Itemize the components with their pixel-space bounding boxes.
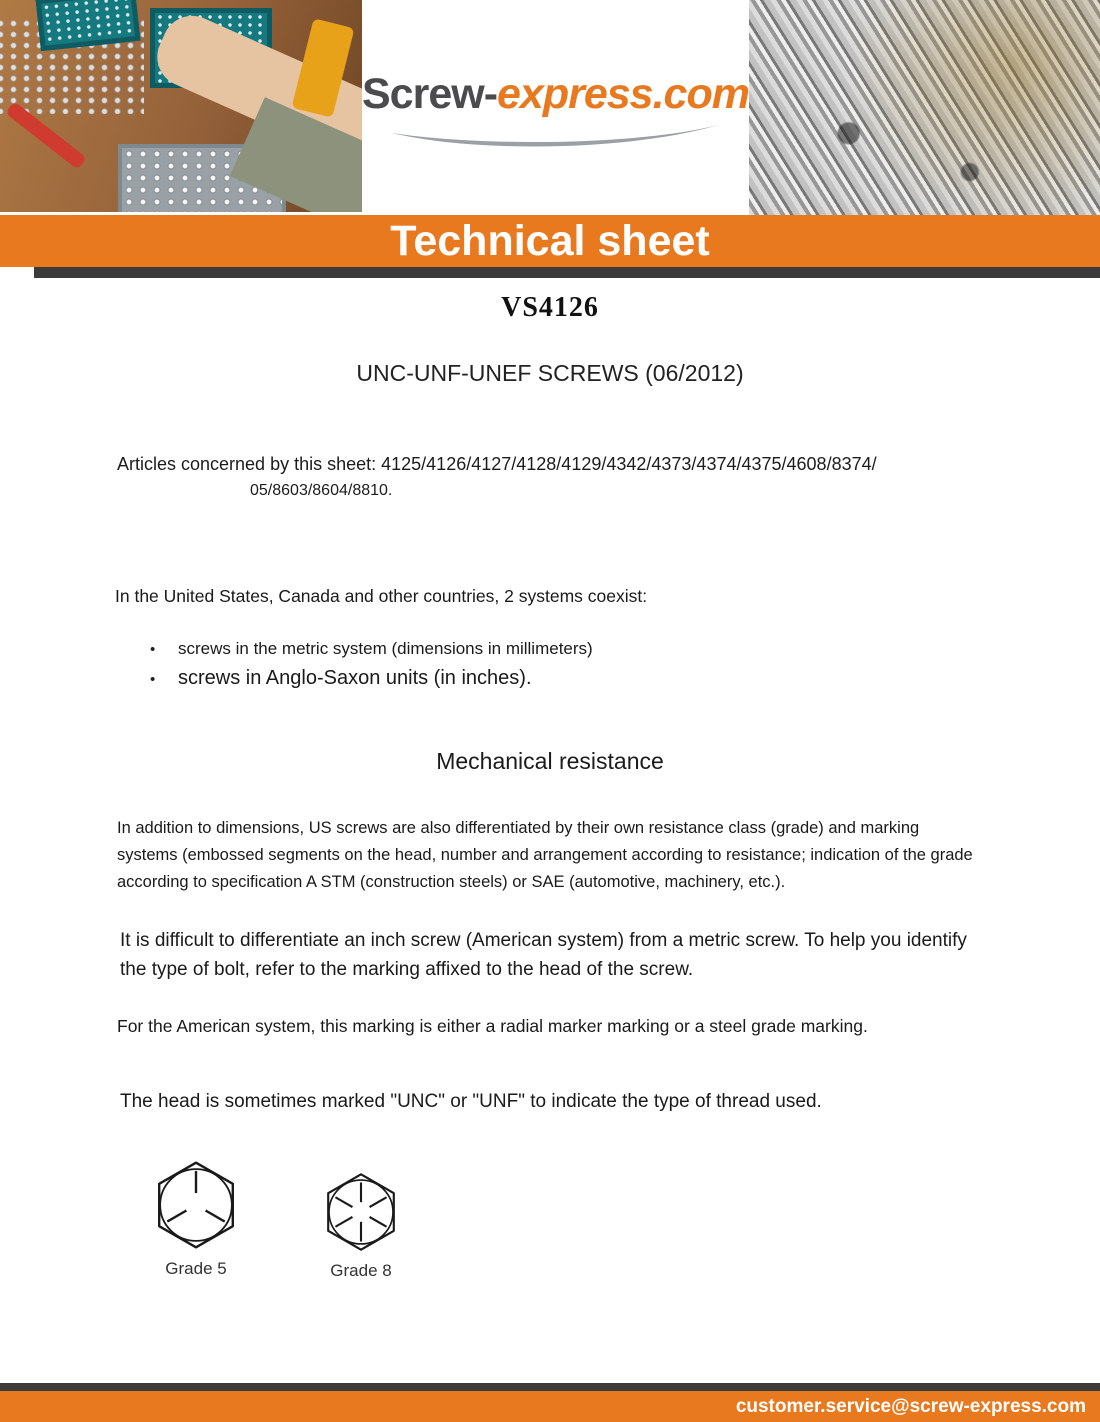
articles-paragraph — [117, 451, 1000, 502]
logo-swoosh-icon — [390, 121, 720, 153]
contact-email: customer.service@screw-express.com — [735, 1395, 1086, 1417]
grade8-figure — [320, 1171, 402, 1281]
resistance-paragraph: In addition to dimensions, US screws are also differentiated by their own resistance class (grade) and marking systems (embossed segments on the head, number and arrangement according to resistance; indication of the grade according to specification A STM (construction steels) or SAE (automotive, machinery, etc.). — [117, 819, 973, 891]
banner — [0, 215, 1100, 267]
list-item-text: screws in Anglo-Saxon units (in inches). — [178, 667, 532, 690]
brand-logo — [362, 0, 749, 153]
grade8-label: Grade 8 — [330, 1261, 392, 1281]
grade8-hex-head-icon — [320, 1171, 402, 1253]
bullet-icon: • — [150, 671, 156, 689]
logo-prefix: Screw- — [362, 70, 498, 118]
logo-text — [362, 70, 749, 119]
differentiate-paragraph: It is difficult to differentiate an inch screw (American system) from a metric screw. To help you identify the type of bolt, refer to the marking affixed to the head of the screw. — [120, 930, 967, 980]
grade5-hex-head-icon — [150, 1159, 242, 1251]
banner-divider — [34, 267, 1100, 278]
footer-divider — [0, 1383, 1100, 1391]
list-item-text: screws in the metric system (dimensions in millimeters) — [178, 639, 593, 659]
document-title: UNC-UNF-UNEF SCREWS (06/2012) — [356, 360, 744, 386]
grade-markings — [150, 1159, 1100, 1281]
bullet-icon: • — [150, 641, 156, 659]
banner-title: Technical sheet — [390, 216, 710, 265]
marking-paragraph: For the American system, this marking is either a radial marker marking or a steel grade marking. — [117, 1016, 868, 1037]
intro-paragraph: In the United States, Canada and other countries, 2 systems coexist: — [115, 586, 648, 607]
articles-line1: Articles concerned by this sheet: 4125/4126/4127/4128/4129/4342/4373/4374/4375/4608/8374/ — [117, 454, 877, 474]
logo-suffix: express.com — [497, 70, 749, 118]
systems-list — [150, 639, 1100, 690]
list-item — [150, 639, 1100, 659]
articles-line2: 05/8603/8604/8810. — [250, 482, 393, 500]
page-header — [0, 0, 1100, 215]
document-body — [0, 278, 1100, 1383]
section-heading: Mechanical resistance — [436, 748, 664, 775]
workbench-photo — [0, 0, 362, 212]
page-footer — [0, 1391, 1100, 1422]
screws-photo — [749, 0, 1100, 215]
grade5-figure — [150, 1159, 242, 1279]
list-item — [150, 667, 1100, 690]
head-marking-paragraph: The head is sometimes marked "UNC" or "UNF" to indicate the type of thread used. — [120, 1091, 822, 1113]
grade5-label: Grade 5 — [165, 1259, 227, 1279]
document-code: VS4126 — [501, 292, 599, 323]
